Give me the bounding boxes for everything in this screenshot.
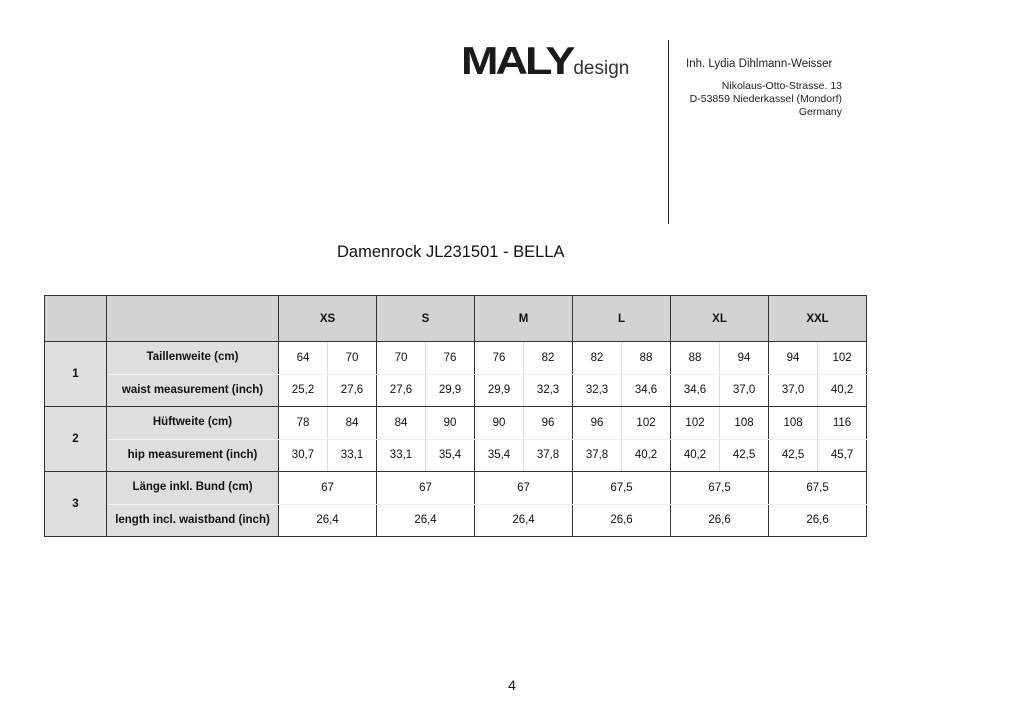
measurement-cell: 90 [426,407,475,440]
row-label: Länge inkl. Bund (cm) [107,472,279,505]
measurement-cell: 82 [573,342,622,375]
group-number: 2 [45,407,107,472]
measurement-cell: 37,0 [769,374,818,407]
header-cell-empty [107,296,279,342]
table-row [45,439,867,472]
measurement-cell: 37,0 [720,374,769,407]
measurement-cell: 78 [279,407,328,440]
measurement-cell: 26,4 [377,504,475,537]
measurement-cell: 33,1 [377,439,426,472]
address-line: Germany [798,106,842,118]
measurement-cell: 45,7 [818,439,867,472]
measurement-cell: 26,4 [475,504,573,537]
measurement-cell: 70 [328,342,377,375]
measurement-cell: 35,4 [475,439,524,472]
size-header: S [377,296,475,342]
measurement-cell: 90 [475,407,524,440]
row-label: waist measurement (inch) [107,374,279,407]
measurement-cell: 67 [377,472,475,505]
owner-name: Inh. Lydia Dihlmann-Weisser [686,58,833,70]
measurement-cell: 96 [573,407,622,440]
measurement-cell: 102 [622,407,671,440]
measurement-cell: 40,2 [671,439,720,472]
table-row [45,342,867,375]
logo-subtext: design [573,58,630,79]
measurement-cell: 42,5 [720,439,769,472]
measurement-cell: 35,4 [426,439,475,472]
measurement-cell: 76 [426,342,475,375]
group-number: 3 [45,472,107,537]
table-header-row [45,296,867,342]
measurement-cell: 82 [524,342,573,375]
size-header: XS [279,296,377,342]
measurement-cell: 26,6 [573,504,671,537]
measurement-cell: 84 [328,407,377,440]
measurement-cell: 32,3 [573,374,622,407]
measurement-cell: 26,4 [279,504,377,537]
row-label: Taillenweite (cm) [107,342,279,375]
table-row [45,472,867,505]
measurement-cell: 27,6 [377,374,426,407]
measurement-cell: 76 [475,342,524,375]
measurement-cell: 32,3 [524,374,573,407]
measurement-cell: 67 [279,472,377,505]
measurement-cell: 67,5 [769,472,867,505]
measurement-cell: 108 [769,407,818,440]
measurement-cell: 37,8 [524,439,573,472]
measurement-cell: 94 [720,342,769,375]
measurement-cell: 30,7 [279,439,328,472]
logo-text: MALY [461,38,573,83]
size-chart-table [44,295,867,537]
row-label: length incl. waistband (inch) [107,504,279,537]
size-header: M [475,296,573,342]
measurement-cell: 40,2 [818,374,867,407]
row-label: Hüftweite (cm) [107,407,279,440]
address-block [690,80,842,119]
measurement-cell: 34,6 [622,374,671,407]
table-row [45,504,867,537]
measurement-cell: 37,8 [573,439,622,472]
document-title: Damenrock JL231501 - BELLA [337,243,565,261]
measurement-cell: 34,6 [671,374,720,407]
measurement-cell: 88 [671,342,720,375]
measurement-cell: 27,6 [328,374,377,407]
measurement-cell: 102 [818,342,867,375]
size-header: L [573,296,671,342]
logo [461,36,630,83]
size-header: XL [671,296,769,342]
group-number: 1 [45,342,107,407]
measurement-cell: 94 [769,342,818,375]
size-header: XXL [769,296,867,342]
measurement-cell: 96 [524,407,573,440]
measurement-cell: 26,6 [671,504,769,537]
address-line: D-53859 Niederkassel (Mondorf) [689,93,842,105]
row-label: hip measurement (inch) [107,439,279,472]
measurement-cell: 116 [818,407,867,440]
measurement-cell: 67 [475,472,573,505]
address-line: Nikolaus-Otto-Strasse. 13 [721,80,842,92]
header-divider [668,40,669,224]
measurement-cell: 40,2 [622,439,671,472]
measurement-cell: 84 [377,407,426,440]
measurement-cell: 108 [720,407,769,440]
table-row [45,407,867,440]
measurement-cell: 29,9 [426,374,475,407]
measurement-cell: 64 [279,342,328,375]
measurement-cell: 42,5 [769,439,818,472]
measurement-cell: 88 [622,342,671,375]
measurement-cell: 102 [671,407,720,440]
measurement-cell: 67,5 [573,472,671,505]
page-number: 4 [508,677,516,693]
measurement-cell: 26,6 [769,504,867,537]
measurement-cell: 67,5 [671,472,769,505]
measurement-cell: 25,2 [279,374,328,407]
header-cell-empty [45,296,107,342]
table-row [45,374,867,407]
measurement-cell: 70 [377,342,426,375]
measurement-cell: 33,1 [328,439,377,472]
measurement-cell: 29,9 [475,374,524,407]
